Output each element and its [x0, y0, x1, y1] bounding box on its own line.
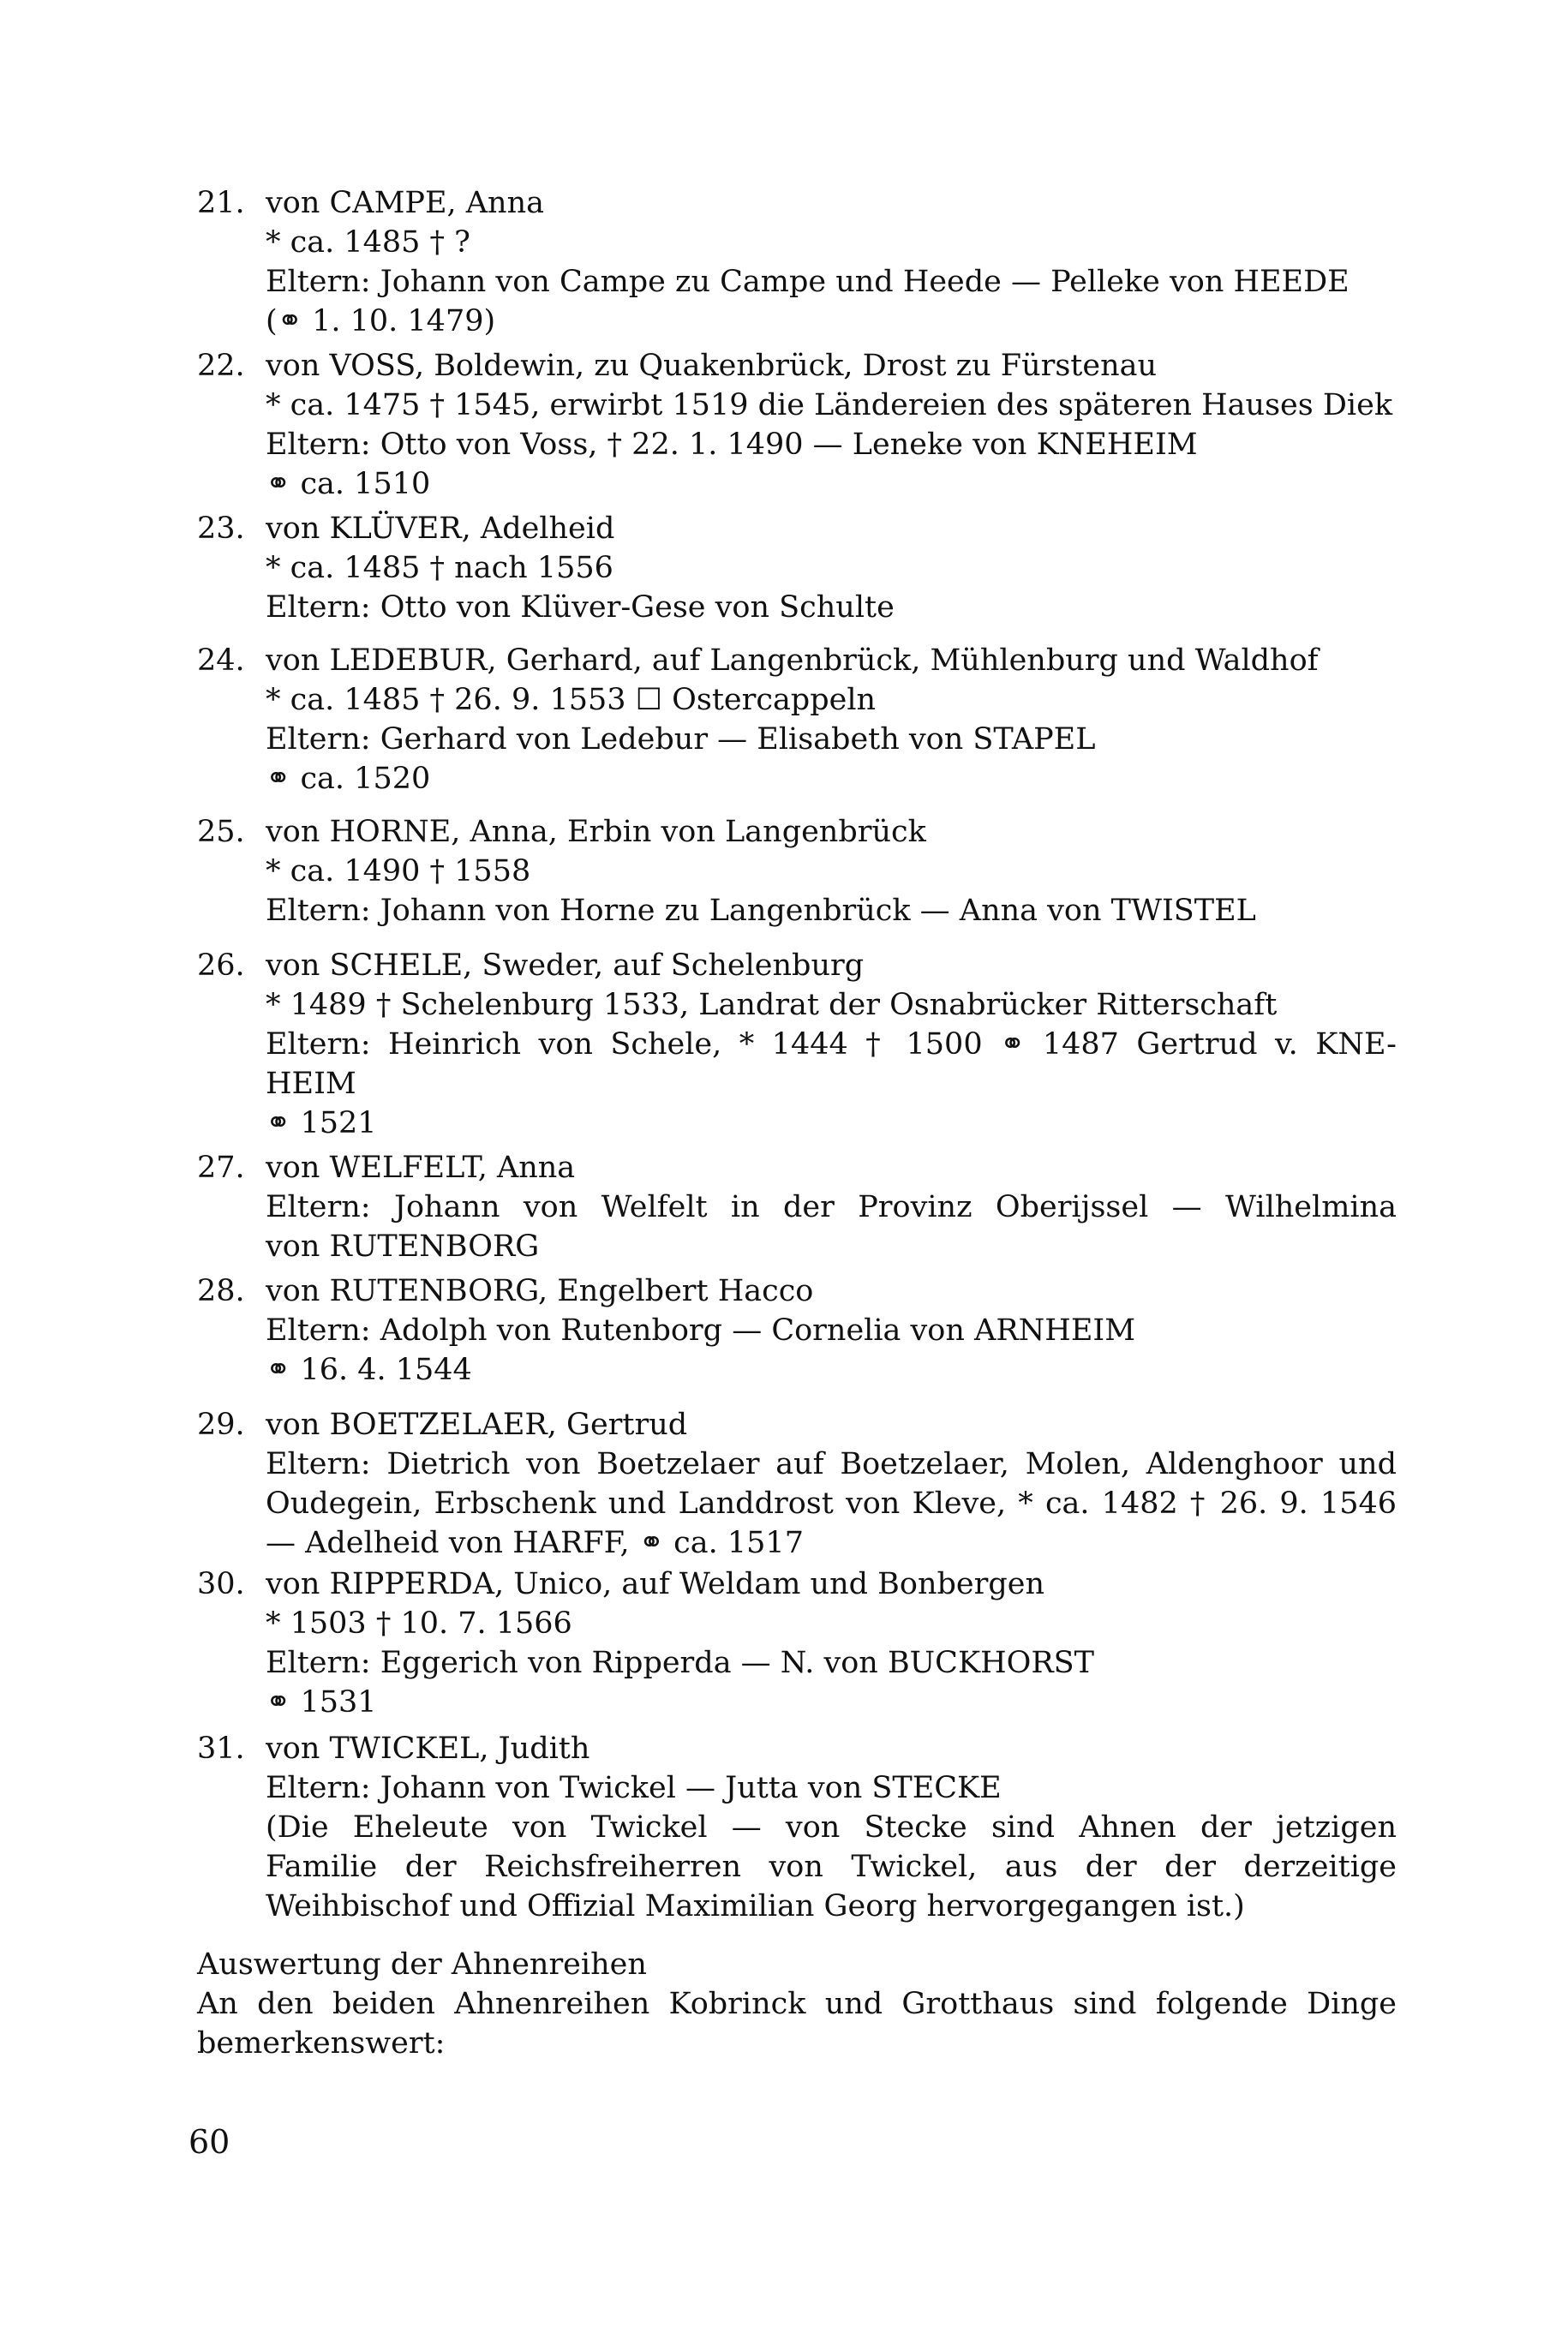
entry-number: 26.	[197, 948, 245, 983]
entry-body	[266, 1271, 1397, 1390]
entry-line: Eltern: Johann von Welfelt in der Provinz Oberijssel — Wilhelmina	[266, 1190, 1397, 1224]
entry-number: 21.	[197, 186, 245, 220]
entry-body	[266, 346, 1397, 504]
section-block	[197, 1945, 1397, 2063]
entry-line: Weihbischof und Offizial Maximilian Georg hervorgegangen ist.)	[266, 1889, 1245, 1923]
entry-line: von TWICKEL, Judith	[266, 1732, 590, 1766]
entry-line: von CAMPE, Anna	[266, 186, 544, 220]
entry-body	[266, 1148, 1397, 1266]
entry-line: * 1503 † 10. 7. 1566	[266, 1606, 572, 1641]
section-line: bemerkenswert:	[197, 2026, 446, 2061]
entry-line: (Die Eheleute von Twickel — von Stecke sind Ahnen der jetzigen	[266, 1810, 1397, 1845]
entry-line: Oudegein, Erbschenk und Landdrost von Kleve, * ca. 1482 † 26. 9. 1546	[266, 1487, 1397, 1521]
entry-line: HEIM	[266, 1067, 356, 1101]
page-number: 60	[189, 2123, 230, 2161]
entry-line: Eltern: Dietrich von Boetzelaer auf Boetzelaer, Molen, Aldenghoor und	[266, 1447, 1397, 1481]
entry-number: 31.	[197, 1732, 245, 1766]
entry-line: von SCHELE, Sweder, auf Schelenburg	[266, 948, 865, 983]
entry-line: * ca. 1485 † 26. 9. 1553 ☐ Ostercappeln	[266, 683, 877, 717]
entry-line: ⚭ ca. 1510	[266, 467, 431, 501]
entry-line: von RIPPERDA, Unico, auf Weldam und Bonbergen	[266, 1567, 1044, 1601]
entry-line: Familie der Reichsfreiherren von Twickel, aus der der derzeitige	[266, 1850, 1397, 1884]
entry-number: 24.	[197, 643, 245, 678]
entry-line: von BOETZELAER, Gertrud	[266, 1408, 688, 1442]
entry-line: * ca. 1485 † ?	[266, 225, 470, 260]
entry-body	[266, 1729, 1397, 1926]
entry-line: von RUTENBORG	[266, 1229, 540, 1264]
entry-line: von WELFELT, Anna	[266, 1151, 576, 1185]
entry-body	[266, 1564, 1397, 1722]
entry-line: * ca. 1485 † nach 1556	[266, 551, 613, 585]
entry-line: Eltern: Johann von Horne zu Langenbrück — Anna von TWISTEL	[266, 894, 1256, 928]
entry-body	[266, 641, 1397, 799]
entry-line: Eltern: Johann von Twickel — Jutta von STECKE	[266, 1771, 1002, 1805]
entry-line: Eltern: Johann von Campe zu Campe und Heede — Pelleke von HEEDE	[266, 265, 1350, 299]
entry-line: Eltern: Adolph von Rutenborg — Cornelia von ARNHEIM	[266, 1313, 1136, 1348]
entry-line: von LEDEBUR, Gerhard, auf Langenbrück, Mühlenburg und Waldhof	[266, 643, 1319, 678]
entry-body	[266, 509, 1397, 627]
section-line: An den beiden Ahnenreihen Kobrinck und Grotthaus sind folgende Dinge	[197, 1987, 1397, 2021]
entry-number: 29.	[197, 1408, 245, 1442]
entry-number: 30.	[197, 1567, 245, 1601]
entry-number: 23.	[197, 511, 245, 546]
entry-line: ⚭ ca. 1520	[266, 762, 431, 796]
entry-line: ⚭ 1521	[266, 1106, 377, 1140]
entry-line: — Adelheid von HARFF, ⚭ ca. 1517	[266, 1526, 804, 1560]
entry-line: Eltern: Otto von Voss, † 22. 1. 1490 — Leneke von KNEHEIM	[266, 428, 1198, 462]
entry-line: von VOSS, Boldewin, zu Quakenbrück, Drost zu Fürstenau	[266, 349, 1158, 383]
entry-line: * ca. 1490 † 1558	[266, 854, 531, 888]
entry-body	[266, 946, 1397, 1143]
entry-line: Eltern: Eggerich von Ripperda — N. von BUCKHORST	[266, 1646, 1094, 1680]
entry-body	[266, 1405, 1397, 1563]
entry-line: Eltern: Heinrich von Schele, * 1444 † 1500 ⚭ 1487 Gertrud v. KNE-	[266, 1027, 1397, 1062]
entry-number: 22.	[197, 349, 245, 383]
entry-line: (⚭ 1. 10. 1479)	[266, 304, 496, 338]
entry-line: * 1489 † Schelenburg 1533, Landrat der Osnabrücker Ritterschaft	[266, 988, 1278, 1022]
entry-line: ⚭ 16. 4. 1544	[266, 1353, 472, 1387]
entry-line: Eltern: Otto von Klüver-Gese von Schulte	[266, 590, 895, 625]
entry-number: 25.	[197, 815, 245, 849]
entry-line: von KLÜVER, Adelheid	[266, 511, 615, 546]
entry-line: von RUTENBORG, Engelbert Hacco	[266, 1274, 814, 1308]
entry-body	[266, 812, 1397, 930]
section-heading: Auswertung der Ahnenreihen	[197, 1947, 647, 1982]
entry-line: * ca. 1475 † 1545, erwirbt 1519 die Ländereien des späteren Hauses Diek	[266, 388, 1393, 422]
entry-line: Eltern: Gerhard von Ledebur — Elisabeth von STAPEL	[266, 722, 1096, 757]
entry-body	[266, 183, 1397, 341]
entry-number: 27.	[197, 1151, 245, 1185]
entry-number: 28.	[197, 1274, 245, 1308]
entry-line: ⚭ 1531	[266, 1685, 377, 1720]
entry-line: von HORNE, Anna, Erbin von Langenbrück	[266, 815, 926, 849]
